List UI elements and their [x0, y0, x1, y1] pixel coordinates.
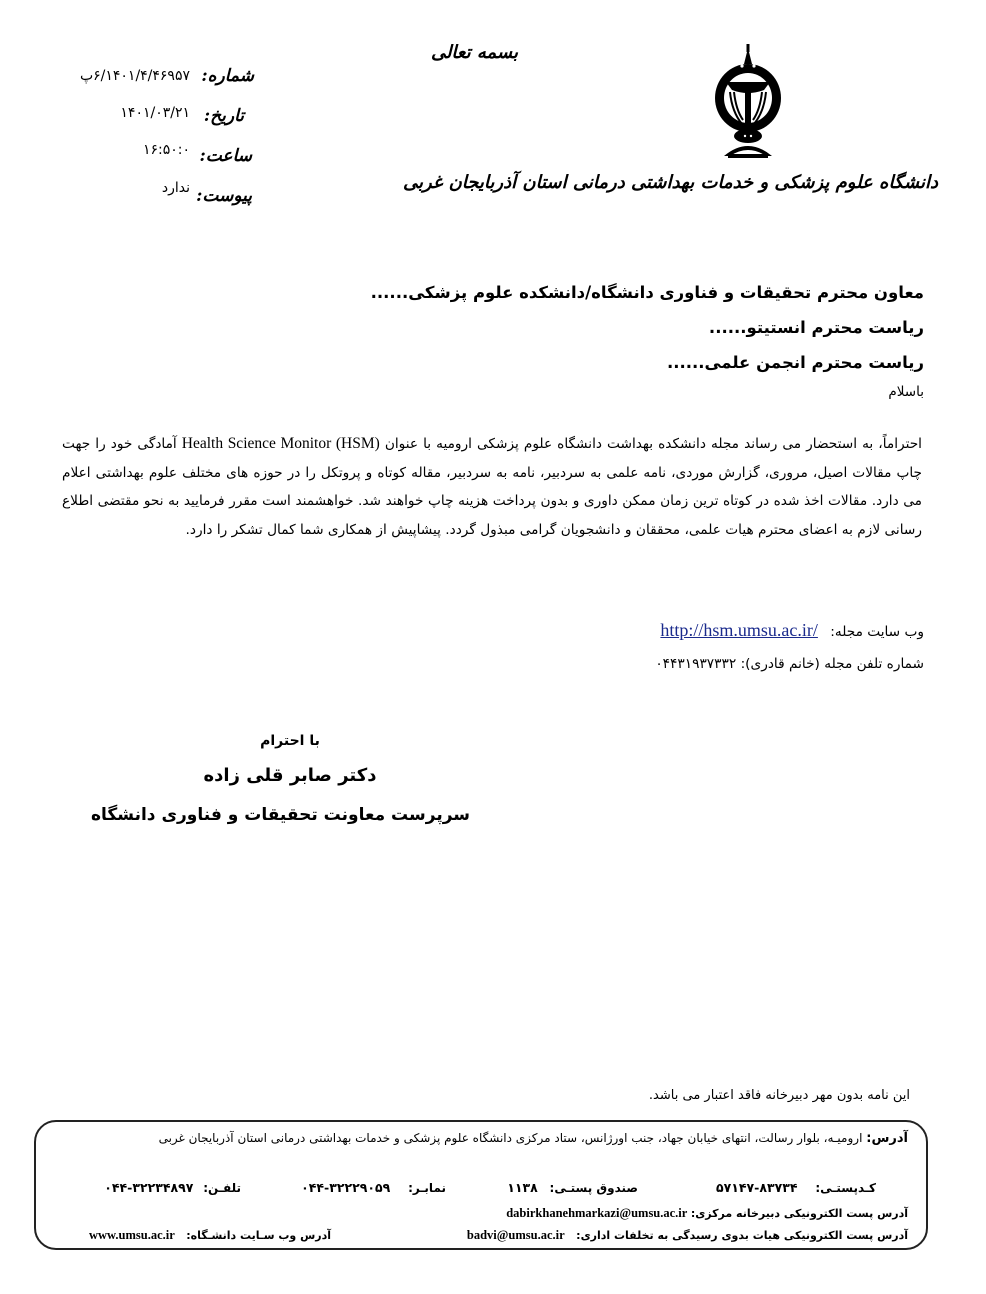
- footer-tel-label: تلفـن:: [203, 1181, 241, 1195]
- journal-phone-value: ۰۴۴۳۱۹۳۷۳۳۲: [655, 656, 737, 672]
- journal-phone-row: [655, 656, 924, 672]
- footer-tel-value: ۳۲۲۳۴۸۹۷-۰۴۴: [104, 1180, 194, 1195]
- letter-number-label: شماره:: [201, 66, 254, 86]
- greeting: باسلام: [888, 384, 924, 400]
- letter-time-value: ۱۶:۵۰:۰: [142, 142, 190, 158]
- footer-po-box-label: صندوق پستـی:: [549, 1181, 638, 1195]
- footer-secretariat-email: [506, 1206, 908, 1221]
- footer-postal-code-label: کـدپستـی:: [815, 1181, 876, 1195]
- footer-secretariat-email-label: آدرس پست الکترونیکی دبیرخانه مرکزی:: [690, 1207, 908, 1220]
- letter-number-value: ۶/۱۴۰۱/۴/۴۶۹۵۷پ: [79, 68, 190, 84]
- attachment-label: پیوست:: [196, 186, 252, 206]
- recipient-line-1: معاون محترم تحقیقات و فناوری دانشگاه/دانشکده علوم پزشکی......: [370, 283, 924, 302]
- journal-phone-label: شماره تلفن مجله (خانم قادری):: [740, 656, 924, 672]
- footer-board-email: [467, 1228, 908, 1243]
- attachment-value: ندارد: [161, 180, 190, 196]
- footer-fax: [301, 1180, 446, 1195]
- footer-university-website: [89, 1228, 331, 1243]
- footer-board-email-label: آدرس پست الکترونیکی هیات بدوی رسیدگی به تخلفات اداری:: [576, 1229, 908, 1242]
- basmala-heading: بسمه تعالی: [430, 42, 518, 63]
- journal-website-label: وب سایت مجله:: [830, 624, 924, 640]
- footer-postal-code: [716, 1180, 876, 1195]
- journal-website-link[interactable]: http://hsm.umsu.ac.ir/: [660, 620, 818, 640]
- signatory-title: سرپرست معاونت تحقیقات و فناوری دانشگاه: [90, 805, 470, 825]
- footer-secretariat-email-value[interactable]: dabirkhanehmarkazi@umsu.ac.ir: [506, 1206, 688, 1220]
- footer-address-value: ارومیـه، بلوار رسالت، انتهای خیابان جهاد، جنب اورژانس، ستاد مرکزی دانشگاه علوم پزشکی و خدمات بهداشتی درمانی استان آذربایجان غربی: [158, 1131, 863, 1145]
- body-text-part-2: آمادگی خود را جهت چاپ مقالات اصیل، مروری، گزارش موردی، نامه علمی به سردبیر، نامه به سردبیر، مقاله کوتاه و پروتکل را در حوزه های مختلف علوم بهداشتی اعلام می دارد. مقالات اخذ شده در کوتاه ترین زمان ممکن داوری و بدون پرداخت هزینه چاپ خواهند شد. خواهشمند است مقرر فرمایید به نحو مقتضی اطلاع رسانی لازم به اعضای محترم هیات علمی، محققان و دانشجویان گرامی مبذول گردد. پیشاپیش از همکاری شما کمال تشکر را دارد.: [62, 436, 922, 538]
- closing-salutation: با احترام: [260, 733, 320, 749]
- footer-fax-label: نمابـر:: [408, 1181, 446, 1195]
- university-name: دانشگاه علوم پزشکی و خدمات بهداشتی درمانی استان آذربایجان غربی: [402, 172, 938, 193]
- footer-university-website-label: آدرس وب سـایت دانشـگاه:: [186, 1229, 331, 1242]
- letter-time-label: ساعت:: [199, 146, 252, 166]
- footer-po-box: [507, 1180, 638, 1195]
- footer-po-box-value: ۱۱۳۸: [507, 1180, 538, 1195]
- footer-university-website-value[interactable]: www.umsu.ac.ir: [89, 1228, 175, 1242]
- footer-postal-code-value: ۸۳۷۳۴-۵۷۱۴۷: [715, 1180, 798, 1195]
- letter-body: [62, 430, 922, 544]
- footer-address-label: آدرس:: [866, 1131, 908, 1146]
- body-text-part-1: احتراماً، به استحضار می رساند مجله دانشکده بهداشت دانشگاه علوم پزشکی ارومیه با عنوان: [384, 436, 922, 452]
- recipient-line-2: ریاست محترم انستیتو......: [708, 318, 924, 337]
- footer-tel: [104, 1180, 241, 1195]
- university-emblem-icon: [708, 40, 788, 160]
- stamp-validity-note: این نامه بدون مهر دبیرخانه فاقد اعتبار می باشد.: [648, 1088, 910, 1103]
- letter-date-value: ۱۴۰۱/۰۳/۲۱: [120, 105, 190, 121]
- signatory-name: دکتر صابر قلی زاده: [203, 765, 377, 786]
- recipient-line-3: ریاست محترم انجمن علمی......: [666, 353, 924, 372]
- journal-name: Health Science Monitor (HSM): [181, 435, 380, 452]
- letter-date-label: تاریخ:: [203, 106, 244, 126]
- journal-website-row: [660, 620, 924, 641]
- footer-fax-value: ۳۲۲۲۹۰۵۹-۰۴۴: [301, 1180, 391, 1195]
- footer-board-email-value[interactable]: badvi@umsu.ac.ir: [466, 1228, 565, 1242]
- footer-address: [159, 1131, 908, 1146]
